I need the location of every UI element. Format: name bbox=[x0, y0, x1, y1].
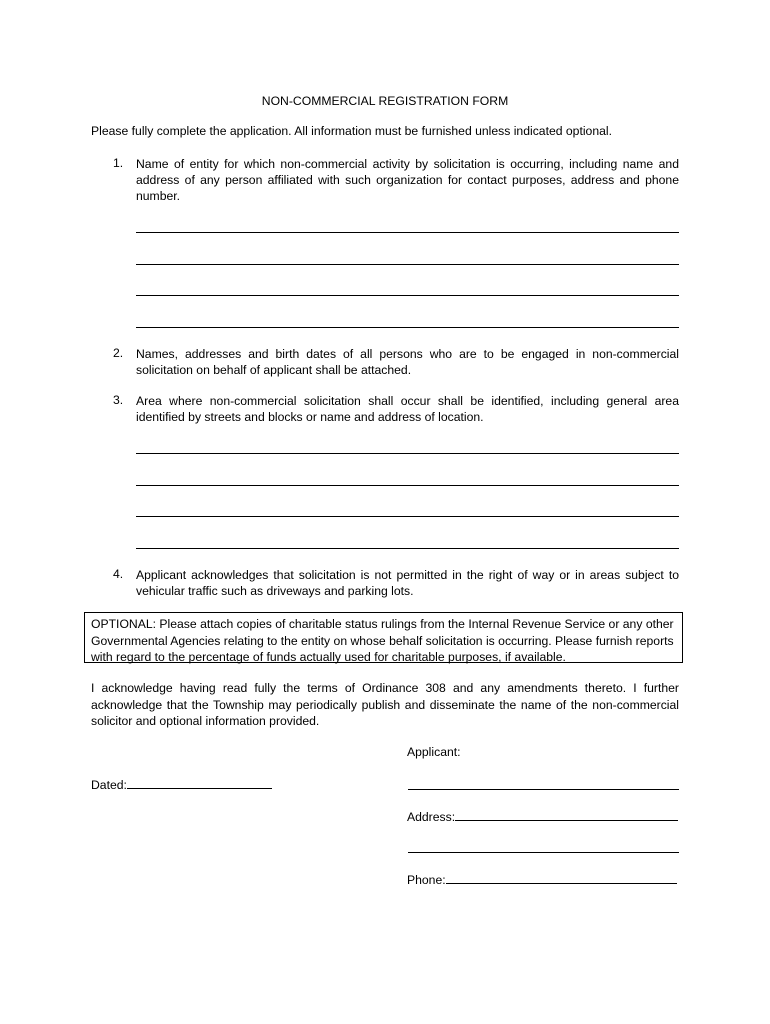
area-line-1[interactable] bbox=[136, 453, 679, 454]
address-line[interactable] bbox=[455, 808, 678, 821]
area-line-4[interactable] bbox=[136, 548, 679, 549]
item-number: 3. bbox=[113, 393, 124, 407]
entity-line-1[interactable] bbox=[136, 232, 679, 233]
item-number: 1. bbox=[113, 156, 124, 170]
area-line-2[interactable] bbox=[136, 485, 679, 486]
item-text: Name of entity for which non-commercial activity by solicitation is occurring, including name and address of any person affiliated with such organization for contact purposes, address and phone number. bbox=[136, 157, 679, 203]
entity-line-2[interactable] bbox=[136, 264, 679, 265]
item-text: Area where non-commercial solicitation shall occur shall be identified, including general area identified by streets and blocks or name and address of location. bbox=[136, 394, 679, 424]
dated-field[interactable] bbox=[91, 776, 272, 792]
phone-field[interactable] bbox=[407, 871, 677, 887]
optional-text bbox=[91, 616, 681, 666]
optional-label: OPTIONAL bbox=[91, 617, 153, 631]
item-text: Applicant acknowledges that solicitation is not permitted in the right of way or in areas subject to vehicular traffic such as driveways and parking lots. bbox=[136, 568, 679, 598]
area-line-3[interactable] bbox=[136, 516, 679, 517]
entity-line-4[interactable] bbox=[136, 327, 679, 328]
page-title: NON-COMMERCIAL REGISTRATION FORM bbox=[261, 94, 509, 108]
item-3 bbox=[113, 393, 679, 425]
address-line-2[interactable] bbox=[408, 852, 679, 853]
entity-line-3[interactable] bbox=[136, 295, 679, 296]
item-number: 2. bbox=[113, 346, 124, 360]
optional-box bbox=[84, 612, 683, 663]
dated-line[interactable] bbox=[127, 776, 272, 789]
item-number: 4. bbox=[113, 567, 124, 581]
optional-body: : Please attach copies of charitable status rulings from the Internal Revenue Service or any other Governmental Agencies relating to the entity on whose behalf solicitation is occurring. Please furnish reports with regard to the percentage of funds actually used for charitable purposes, if available. bbox=[91, 617, 674, 664]
item-2 bbox=[113, 346, 679, 378]
item-text: Names, addresses and birth dates of all persons who are to be engaged in non-commercial solicitation on behalf of applicant shall be attached. bbox=[136, 347, 679, 377]
item-4 bbox=[113, 567, 679, 599]
dated-label: Dated: bbox=[91, 778, 127, 792]
acknowledgement-text: I acknowledge having read fully the terms of Ordinance 308 and any amendments thereto. I further acknowledge that the Township may periodically publish and disseminate the name of the non-commercial solicitor and optional information provided. bbox=[91, 681, 679, 728]
applicant-label: Applicant: bbox=[407, 745, 461, 759]
applicant-line[interactable] bbox=[408, 789, 679, 790]
phone-line[interactable] bbox=[446, 871, 677, 884]
phone-label: Phone: bbox=[407, 873, 446, 887]
address-label: Address: bbox=[407, 810, 456, 824]
address-field[interactable] bbox=[407, 808, 678, 824]
item-1 bbox=[113, 156, 679, 204]
intro-text: Please fully complete the application. All information must be furnished unless indicated optional. bbox=[91, 124, 612, 138]
